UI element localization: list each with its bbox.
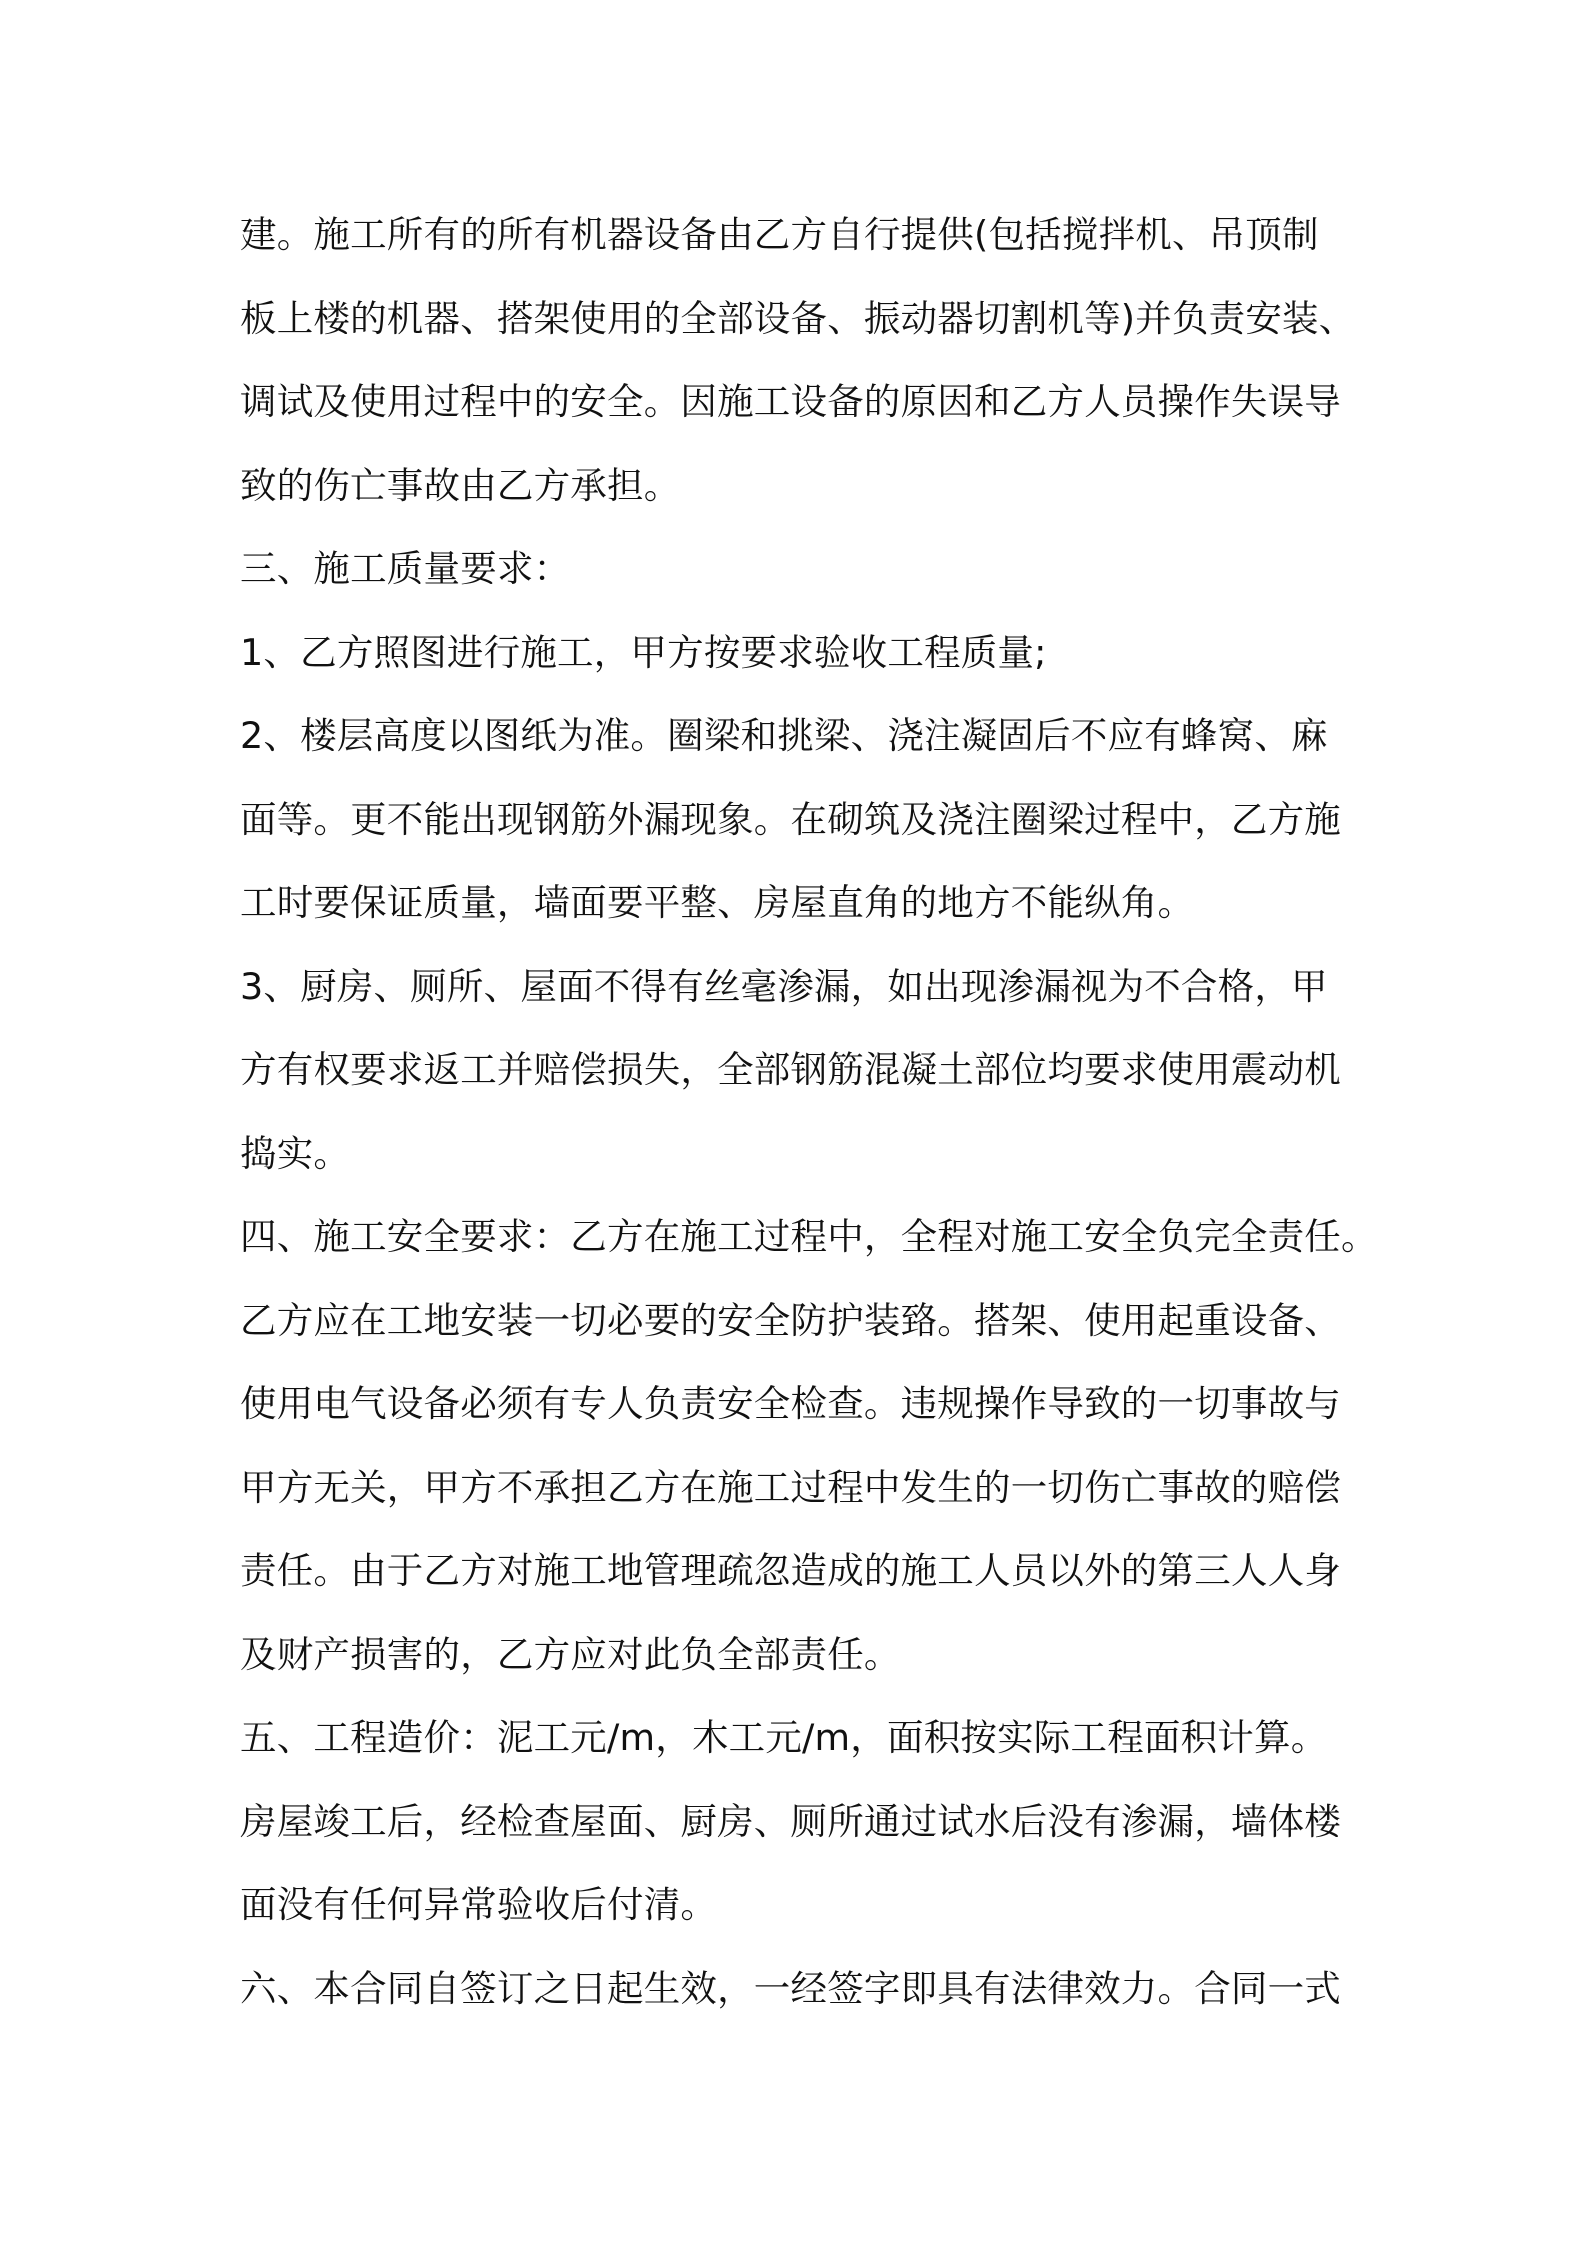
text-line: 面没有任何异常验收后付清。 bbox=[240, 1883, 718, 1926]
text-line: 板上楼的机器、搭架使用的全部设备、振动器切割机等)并负责安装、 bbox=[240, 296, 1356, 340]
text-line: 3、厨房、厕所、屋面不得有丝毫渗漏，如出现渗漏视为不合格，甲 bbox=[240, 964, 1328, 1008]
text-line: 调试及使用过程中的安全。因施工设备的原因和乙方人员操作失误导 bbox=[240, 380, 1341, 423]
text-line: 使用电气设备必须有专人负责安全检查。违规操作导致的一切事故与 bbox=[240, 1382, 1341, 1425]
text-line: 捣实。 bbox=[240, 1131, 351, 1175]
contract-text-body bbox=[240, 193, 1378, 2030]
text-line: 致的伤亡事故由乙方承担。 bbox=[240, 463, 681, 507]
text-line: 责任。由于乙方对施工地管理疏忽造成的施工人员以外的第三人人身 bbox=[240, 1549, 1341, 1592]
section-heading-safety: 四、施工安全要求：乙方在施工过程中，全程对施工安全负完全责任。 bbox=[240, 1215, 1378, 1258]
text-line: 甲方无关，甲方不承担乙方在施工过程中发生的一切伤亡事故的赔偿 bbox=[240, 1465, 1341, 1509]
section-heading-effect: 六、本合同自签订之日起生效，一经签字即具有法律效力。合同一式 bbox=[240, 1966, 1341, 2010]
section-heading-quality: 三、施工质量要求： bbox=[240, 547, 571, 590]
text-line: 工时要保证质量，墙面要平整、房屋直角的地方不能纵角。 bbox=[240, 881, 1195, 924]
text-line: 方有权要求返工并赔偿损失，全部钢筋混凝土部位均要求使用震动机 bbox=[240, 1048, 1341, 1091]
section-heading-cost: 五、工程造价：泥工元/m，木工元/m，面积按实际工程面积计算。 bbox=[240, 1716, 1328, 1759]
text-line: 1、乙方照图进行施工，甲方按要求验收工程质量; bbox=[240, 630, 1047, 674]
text-line: 2、楼层高度以图纸为准。圈梁和挑梁、浇注凝固后不应有蜂窝、麻 bbox=[240, 714, 1328, 757]
text-line: 乙方应在工地安装一切必要的安全防护装臵。搭架、使用起重设备、 bbox=[240, 1298, 1341, 1342]
text-line: 建。施工所有的所有机器设备由乙方自行提供(包括搅拌机、吊顶制 bbox=[240, 213, 1319, 256]
text-line: 房屋竣工后，经检查屋面、厨房、厕所通过试水后没有渗漏，墙体楼 bbox=[240, 1799, 1341, 1843]
text-line: 面等。更不能出现钢筋外漏现象。在砌筑及浇注圈梁过程中，乙方施 bbox=[240, 797, 1341, 841]
text-line: 及财产损害的，乙方应对此负全部责任。 bbox=[240, 1632, 901, 1676]
